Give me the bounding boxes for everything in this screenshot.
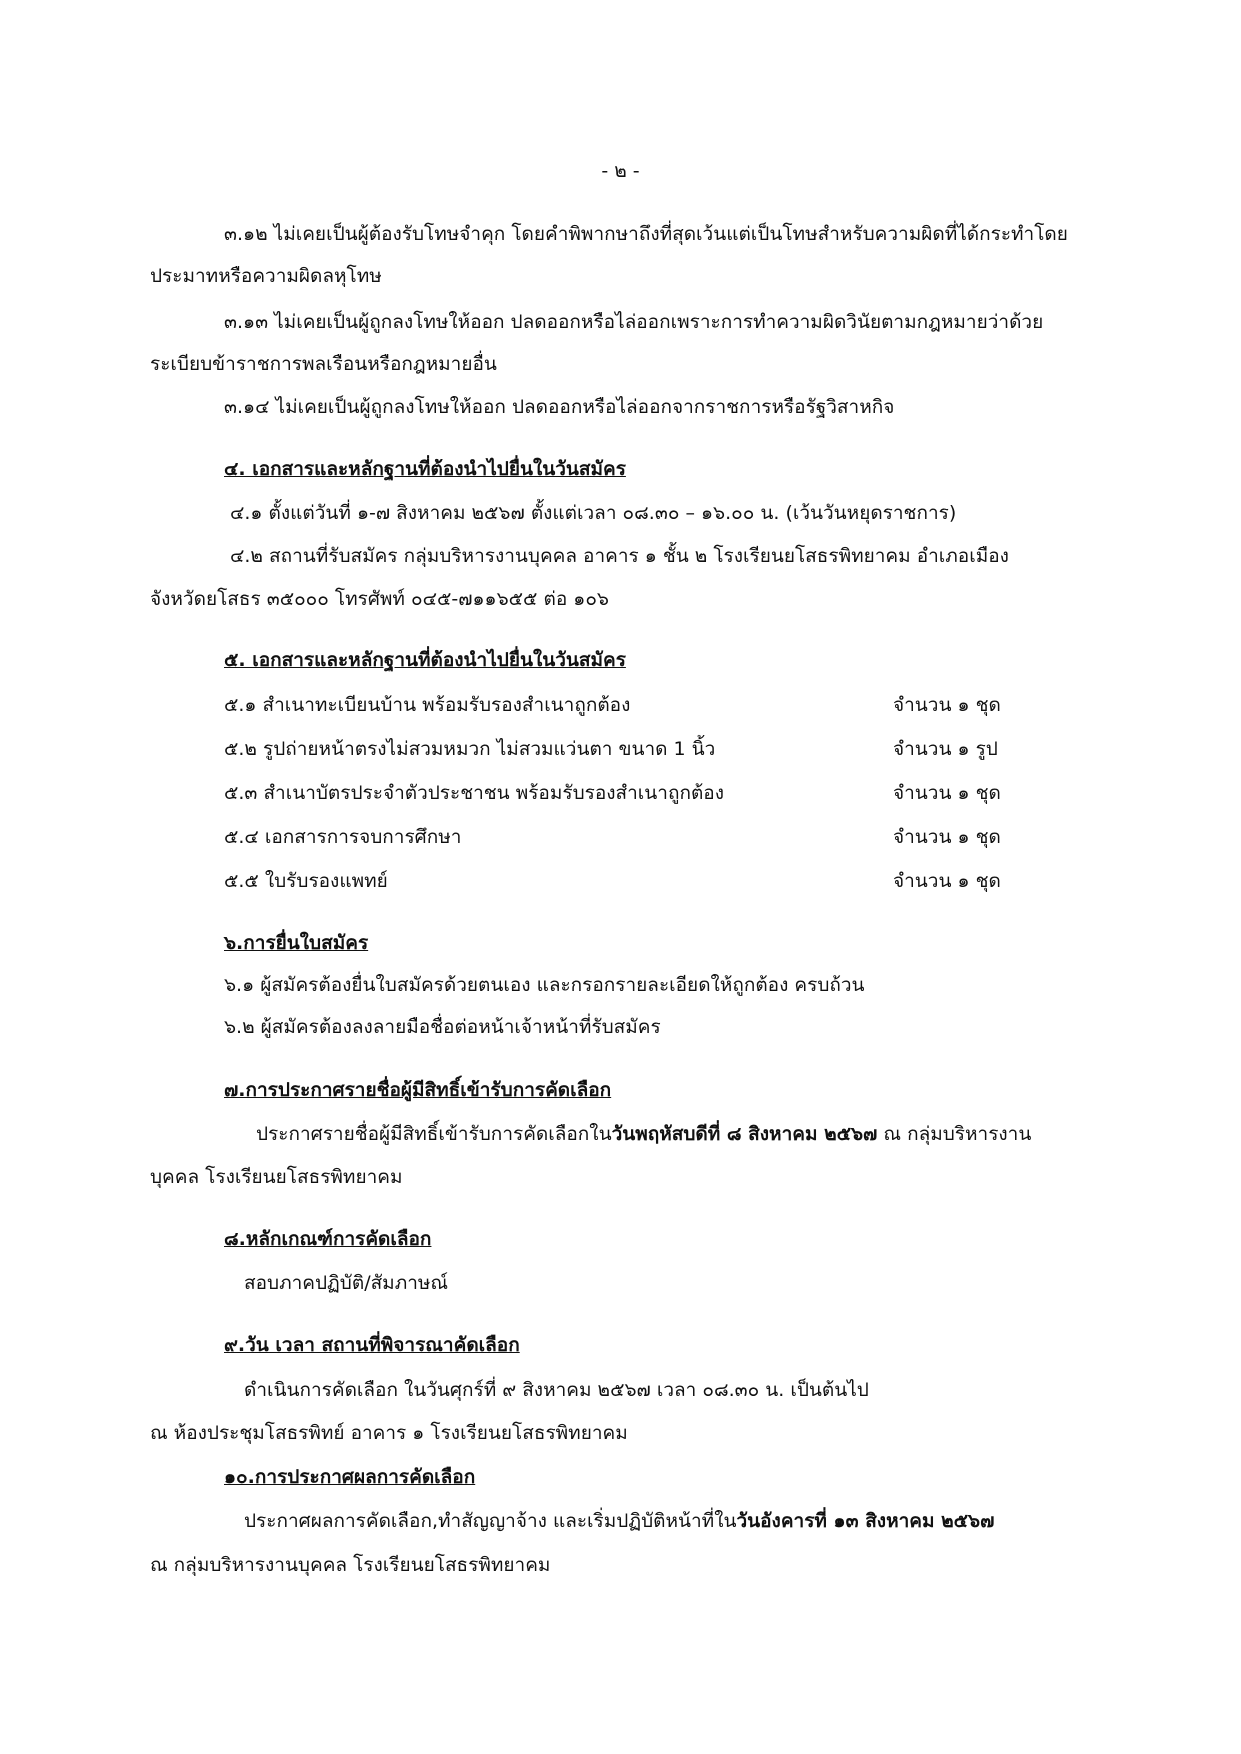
item-5-1-label: ๕.๑ สำเนาทะเบียนบ้าน พร้อมรับรองสำเนาถูกต้อง: [224, 694, 631, 716]
section-5-heading: ๕. เอกสารและหลักฐานที่ต้องนำไปยื่นในวันสมัคร: [224, 649, 626, 671]
section-7-paragraph-line1: [256, 1119, 1031, 1149]
section-4-heading: ๔. เอกสารและหลักฐานที่ต้องนำไปยื่นในวันสมัคร: [224, 458, 626, 480]
page-number: - ๒ -: [601, 160, 640, 182]
section-8-heading: ๘.หลักเกณฑ์การคัดเลือก: [224, 1228, 432, 1250]
s7-text-pre: ประกาศรายชื่อผู้มีสิทธิ์เข้ารับการคัดเลือกใน: [256, 1123, 612, 1145]
section-9-paragraph-line1: ดำเนินการคัดเลือก ในวันศุกร์ที่ ๙ สิงหาคม ๒๕๖๗ เวลา ๐๘.๓๐ น. เป็นต้นไป: [244, 1379, 869, 1401]
item-3-12-line1: ๓.๑๒ ไม่เคยเป็นผู้ต้องรับโทษจำคุก โดยคำพิพากษาถึงที่สุดเว้นแต่เป็นโทษสำหรับความผิดที่ได้กระทำโดย: [224, 223, 1068, 245]
section-8-text: สอบภาคปฏิบัติ/สัมภาษณ์: [244, 1272, 449, 1294]
section-10-paragraph-line1: [244, 1506, 994, 1536]
section-10-paragraph-line2: ณ กลุ่มบริหารงานบุคคล โรงเรียนยโสธรพิทยาคม: [150, 1554, 551, 1576]
item-5-3-qty: จำนวน ๑ ชุด: [893, 782, 1001, 804]
item-6-2: ๖.๒ ผู้สมัครต้องลงลายมือชื่อต่อหน้าเจ้าหน้าที่รับสมัคร: [224, 1016, 661, 1038]
section-6-heading: ๖.การยื่นใบสมัคร: [224, 932, 369, 954]
item-3-13-line1: ๓.๑๓ ไม่เคยเป็นผู้ถูกลงโทษให้ออก ปลดออกหรือไล่ออกเพราะการทำความผิดวินัยตามกฎหมายว่าด้วย: [224, 311, 1044, 333]
s10-text-pre: ประกาศผลการคัดเลือก,ทำสัญญาจ้าง และเริ่มปฏิบัติหน้าที่ใน: [244, 1510, 737, 1532]
section-10-heading: ๑๐.การประกาศผลการคัดเลือก: [224, 1466, 476, 1488]
item-3-14: ๓.๑๔ ไม่เคยเป็นผู้ถูกลงโทษให้ออก ปลดออกหรือไล่ออกจากราชการหรือรัฐวิสาหกิจ: [224, 396, 895, 418]
item-5-2-qty: จำนวน ๑ รูป: [893, 738, 998, 760]
item-4-2-line2: จังหวัดยโสธร ๓๕๐๐๐ โทรศัพท์ ๐๔๕-๗๑๑๖๕๕ ต่อ ๑๐๖: [150, 588, 609, 610]
item-5-5-label: ๕.๕ ใบรับรองแพทย์: [224, 870, 388, 892]
item-6-1: ๖.๑ ผู้สมัครต้องยื่นใบสมัครด้วยตนเอง และกรอกรายละเอียดให้ถูกต้อง ครบถ้วน: [224, 974, 865, 996]
item-3-13-line2: ระเบียบข้าราชการพลเรือนหรือกฎหมายอื่น: [150, 353, 497, 375]
section-9-heading: ๙.วัน เวลา สถานที่พิจารณาคัดเลือก: [224, 1334, 520, 1356]
item-5-1-qty: จำนวน ๑ ชุด: [893, 694, 1001, 716]
section-7-heading: ๗.การประกาศรายชื่อผู้มีสิทธิ์เข้ารับการคัดเลือก: [224, 1079, 612, 1101]
item-5-4-qty: จำนวน ๑ ชุด: [893, 826, 1001, 848]
item-5-4-label: ๕.๔ เอกสารการจบการศึกษา: [224, 826, 462, 848]
s7-text-post: ณ กลุ่มบริหารงาน: [877, 1123, 1032, 1145]
section-9-paragraph-line2: ณ ห้องประชุมโสธรพิทย์ อาคาร ๑ โรงเรียนยโสธรพิทยาคม: [150, 1422, 628, 1444]
item-4-2-line1: ๔.๒ สถานที่รับสมัคร กลุ่มบริหารงานบุคคล อาคาร ๑ ชั้น ๒ โรงเรียนยโสธรพิทยาคม อำเภอเมือง: [230, 545, 1009, 567]
s10-date-bold: วันอังคารที่ ๑๓ สิงหาคม ๒๕๖๗: [736, 1510, 995, 1532]
section-7-paragraph-line2: บุคคล โรงเรียนยโสธรพิทยาคม: [150, 1166, 403, 1188]
s7-date-bold: วันพฤหัสบดีที่ ๘ สิงหาคม ๒๕๖๗: [611, 1123, 878, 1145]
item-5-3-label: ๕.๓ สำเนาบัตรประจำตัวประชาชน พร้อมรับรองสำเนาถูกต้อง: [224, 782, 724, 804]
item-5-5-qty: จำนวน ๑ ชุด: [893, 870, 1001, 892]
item-4-1: ๔.๑ ตั้งแต่วันที่ ๑-๗ สิงหาคม ๒๕๖๗ ตั้งแต่เวลา ๐๘.๓๐ – ๑๖.๐๐ น. (เว้นวันหยุดราชการ): [230, 502, 957, 524]
item-5-2-label: ๕.๒ รูปถ่ายหน้าตรงไม่สวมหมวก ไม่สวมแว่นตา ขนาด 1 นิ้ว: [224, 738, 716, 760]
item-3-12-line2: ประมาทหรือความผิดลหุโทษ: [150, 265, 382, 287]
